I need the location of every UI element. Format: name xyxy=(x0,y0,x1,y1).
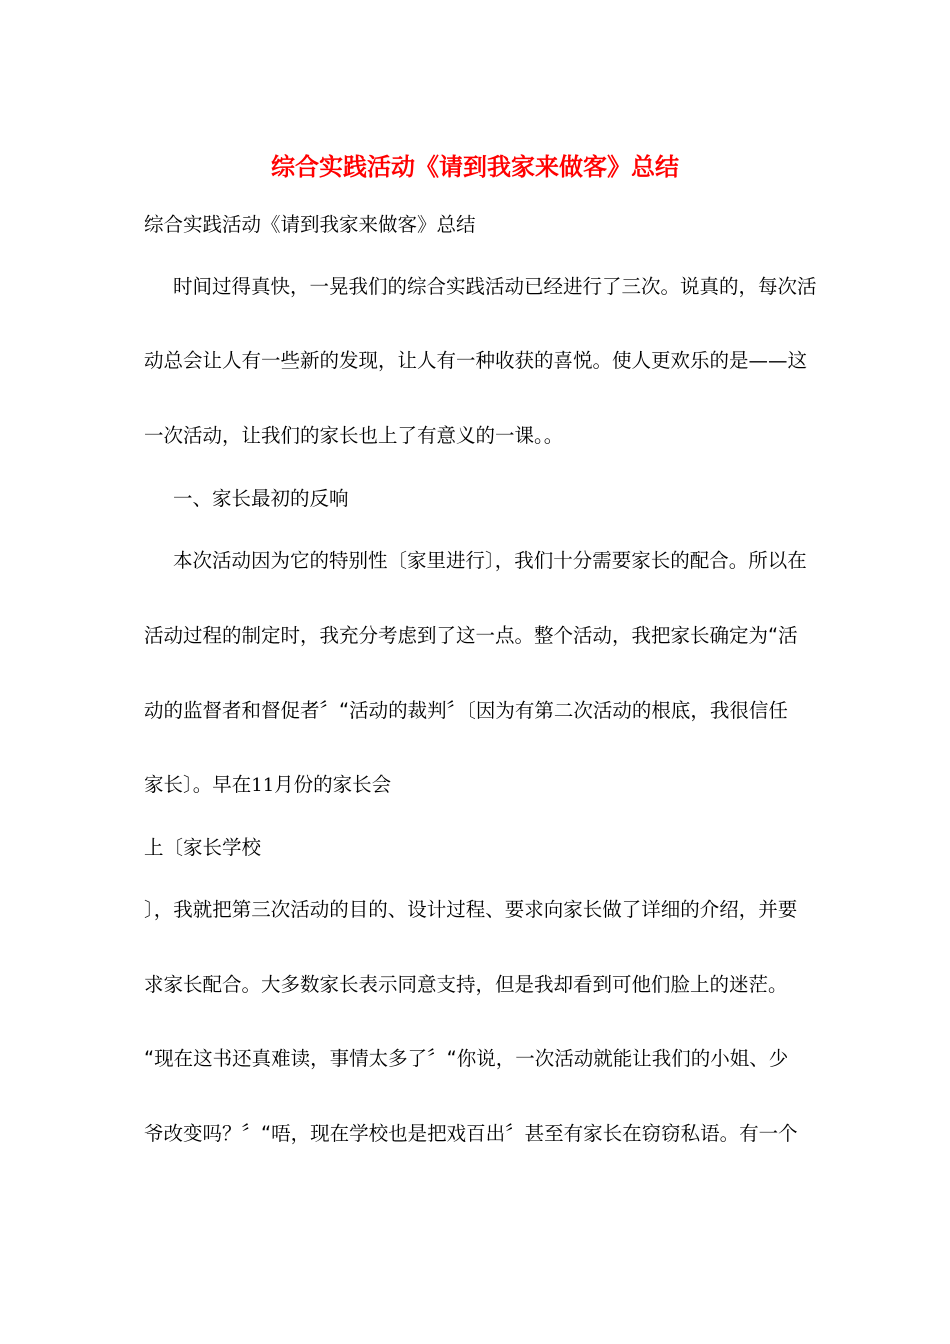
paragraph-line: 爷改变吗？〞“唔，现在学校也是把戏百出〞甚至有家长在窃窃私语。有一个 xyxy=(144,1122,798,1145)
month-number: 11 xyxy=(251,775,275,796)
paragraph-line: “现在这书还真难读，事情太多了〞“你说，一次活动就能让我们的小姐、少 xyxy=(144,1047,789,1070)
paragraph-line xyxy=(144,770,824,801)
paragraph-line: 动的监督者和督促者〞“活动的裁判〞〔因为有第二次活动的根底，我很信任 xyxy=(144,699,788,722)
paragraph-line: 一次活动，让我们的家长也上了有意义的一课。。 xyxy=(144,424,564,447)
paragraph-line: 活动过程的制定时，我充分考虑到了这一点。整个活动，我把家长确定为“活 xyxy=(144,624,798,647)
section-heading: 一、家长最初的反响 xyxy=(173,487,349,510)
document-title: 综合实践活动《请到我家来做客》总结 xyxy=(271,152,679,181)
paragraph-line: 本次活动因为它的特别性〔家里进行〕，我们十分需要家长的配合。所以在 xyxy=(173,549,807,572)
line-text: 家长〕。早在 xyxy=(144,773,252,796)
paragraph-line: 〕，我就把第三次活动的目的、设计过程、要求向家长做了详细的介绍，并要 xyxy=(144,898,798,921)
line-text: 月份的家长会 xyxy=(274,773,392,796)
document-subtitle: 综合实践活动《请到我家来做客》总结 xyxy=(144,213,476,236)
paragraph-line: 动总会让人有一些新的发现，让人有一种收获的喜悦。使人更欢乐的是——这 xyxy=(144,349,808,372)
paragraph-line: 时间过得真快，一晃我们的综合实践活动已经进行了三次。说真的，每次活 xyxy=(173,275,817,298)
paragraph-line: 求家长配合。大多数家长表示同意支持，但是我却看到可他们脸上的迷茫。 xyxy=(144,973,788,996)
paragraph-line: 上〔家长学校 xyxy=(144,836,262,859)
